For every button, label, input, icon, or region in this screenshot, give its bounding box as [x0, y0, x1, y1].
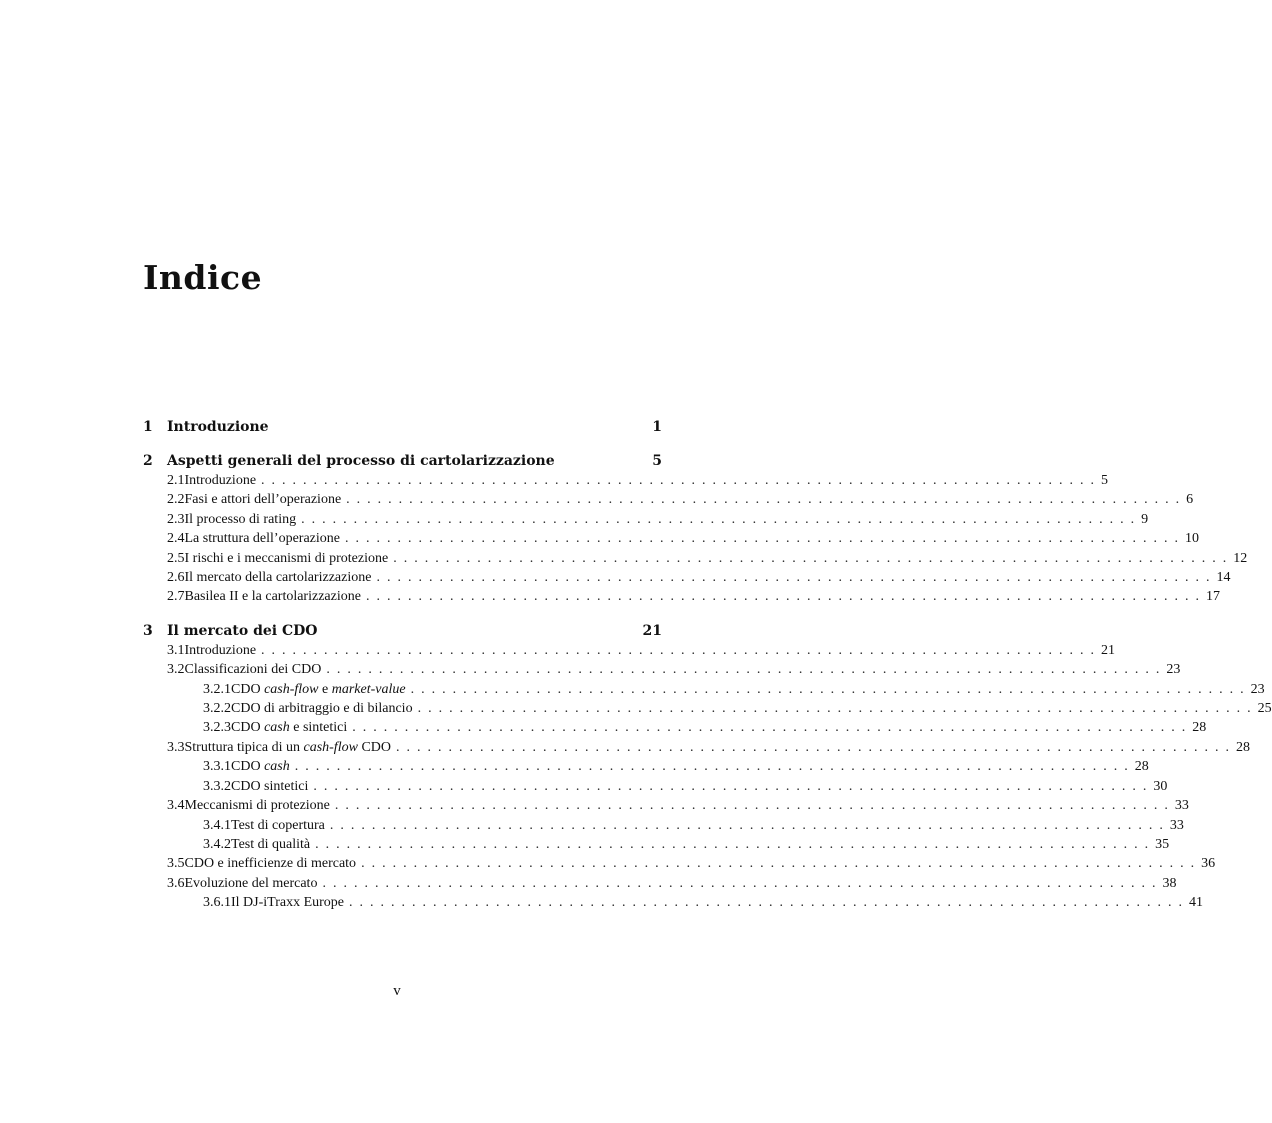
entry-page: 10 — [1184, 531, 1199, 547]
entry-page: 6 — [1186, 492, 1194, 508]
toc-subsection-entry[interactable] — [143, 757, 1149, 776]
entry-title — [231, 680, 1251, 699]
entry-title-text: Test di copertura — [231, 817, 325, 833]
entry-title-text: Classificazioni dei CDO — [184, 662, 322, 678]
dot-leader: ................................................................................ — [294, 759, 1135, 775]
chapter-page: 5 — [652, 453, 662, 469]
entry-title-text: Il mercato della cartolarizzazione — [184, 570, 372, 586]
dot-leader: ................................................................................ — [396, 739, 1236, 755]
entry-number: 3.6.1 — [203, 895, 231, 911]
page-number: v — [393, 983, 401, 999]
dot-leader: ................................................................................ — [322, 875, 1163, 891]
entry-title — [231, 699, 1258, 718]
entry-page: 28 — [1236, 739, 1250, 755]
entry-page: 35 — [1155, 836, 1170, 852]
chapter-page: 1 — [652, 419, 662, 435]
chapter-title: Introduzione — [167, 419, 269, 435]
toc-section-entry[interactable] — [143, 490, 1194, 509]
entry-page: 14 — [1216, 570, 1231, 586]
entry-number: 3.1 — [167, 642, 185, 658]
entry-number: 3.4.2 — [203, 836, 231, 852]
chapter-number: 3 — [143, 622, 153, 639]
dot-leader: ................................................................................ — [344, 531, 1185, 547]
entry-title-text: I rischi e i meccanismi di protezione — [184, 550, 389, 566]
table-of-contents — [143, 418, 1272, 913]
entry-title-text: CDO cash e sintetici — [231, 720, 348, 736]
entry-title — [185, 568, 1217, 587]
entry-number: 3.3 — [167, 739, 185, 755]
entry-page: 28 — [1192, 720, 1207, 736]
chapter-page: 21 — [642, 622, 662, 639]
dot-leader: ................................................................................ — [315, 836, 1156, 852]
entry-number: 3.5 — [167, 856, 185, 872]
toc-subsection-entry[interactable] — [143, 699, 1272, 718]
entry-number: 3.4 — [167, 798, 185, 814]
page-title: Indice — [143, 258, 263, 297]
entry-title-text: CDO cash — [231, 759, 290, 775]
entry-title — [185, 660, 1167, 679]
entry-title-italic: cash — [264, 759, 290, 775]
entry-title-text: CDO di arbitraggio e di bilancio — [231, 701, 413, 717]
entry-number: 2.6 — [167, 570, 185, 586]
toc-chapter-entry[interactable] — [143, 418, 662, 437]
toc-subsection-entry[interactable] — [143, 835, 1170, 854]
entry-title — [231, 777, 1153, 796]
entry-number: 3.2.1 — [203, 681, 231, 697]
entry-title — [231, 718, 1192, 737]
entry-page: 23 — [1166, 662, 1181, 678]
entry-number: 3.3.2 — [203, 778, 231, 794]
chapter-number: 2 — [143, 453, 153, 469]
entry-page: 33 — [1174, 798, 1189, 814]
entry-number: 2.4 — [167, 531, 185, 547]
dot-leader: ................................................................................ — [329, 817, 1170, 833]
entry-title — [185, 874, 1163, 893]
entry-title-text: Test di qualità — [231, 836, 311, 852]
toc-section-entry[interactable] — [143, 660, 1181, 679]
toc-section-entry[interactable] — [143, 641, 1116, 660]
entry-title-text: Basilea II e la cartolarizzazione — [184, 589, 361, 605]
entry-title-text: Il DJ-iTraxx Europe — [231, 895, 345, 911]
toc-subsection-entry[interactable] — [143, 893, 1204, 912]
dot-leader: ................................................................................ — [349, 895, 1190, 911]
entry-number: 3.4.1 — [203, 817, 231, 833]
entry-page: 38 — [1162, 875, 1177, 891]
toc-section-entry[interactable] — [143, 854, 1216, 873]
entry-title — [231, 816, 1170, 835]
dot-leader: ................................................................................ — [361, 856, 1202, 872]
entry-page: 28 — [1134, 759, 1149, 775]
entry-title — [231, 835, 1155, 854]
entry-title — [185, 471, 1102, 490]
entry-title-italic: cash-flow — [264, 681, 319, 697]
entry-title — [185, 587, 1206, 606]
entry-title — [185, 796, 1175, 815]
entry-title-text: Struttura tipica di un cash-flow CDO — [184, 739, 391, 755]
toc-section-entry[interactable] — [143, 568, 1231, 587]
toc-subsection-entry[interactable] — [143, 718, 1207, 737]
entry-title — [185, 490, 1187, 509]
entry-title-text: CDO cash-flow e market-value — [231, 681, 406, 697]
dot-leader: ................................................................................ — [261, 473, 1102, 488]
toc-subsection-entry[interactable] — [143, 680, 1265, 699]
toc-section-entry[interactable] — [143, 549, 1248, 568]
entry-number: 2.2 — [167, 492, 185, 508]
entry-page: 5 — [1101, 473, 1109, 488]
entry-title-italic: market-value — [331, 681, 406, 697]
toc-chapter-entry[interactable] — [143, 452, 662, 471]
entry-title — [185, 641, 1102, 660]
toc-section-entry[interactable] — [143, 471, 1109, 490]
dot-leader: ................................................................................ — [393, 550, 1234, 566]
entry-title — [231, 893, 1189, 912]
entry-page: 36 — [1201, 856, 1216, 872]
entry-title — [185, 510, 1142, 529]
entry-page: 25 — [1257, 701, 1272, 717]
entry-title-italic: cash-flow — [303, 739, 358, 755]
toc-section-entry[interactable] — [143, 510, 1149, 529]
toc-subsection-entry[interactable] — [143, 777, 1168, 796]
toc-section-entry[interactable] — [143, 587, 1220, 606]
dot-leader: ................................................................................ — [365, 589, 1206, 605]
chapter-title: Il mercato dei CDO — [167, 622, 318, 639]
entry-title — [185, 854, 1202, 873]
entry-title — [185, 549, 1234, 568]
dot-leader: ................................................................................ — [301, 511, 1142, 527]
dot-leader: ................................................................................ — [410, 681, 1251, 697]
entry-page: 12 — [1233, 550, 1248, 566]
entry-page: 41 — [1189, 895, 1204, 911]
toc-section-entry[interactable] — [143, 874, 1177, 893]
entry-title-text: Meccanismi di protezione — [184, 798, 330, 814]
entry-title-text: Fasi e attori dell’operazione — [184, 492, 342, 508]
entry-title-text: Evoluzione del mercato — [184, 875, 318, 891]
dot-leader: ................................................................................ — [376, 570, 1217, 586]
entry-page: 17 — [1205, 589, 1220, 605]
toc-section-entry[interactable] — [143, 738, 1250, 757]
dot-leader: ................................................................................ — [352, 720, 1193, 736]
chapter-title: Aspetti generali del processo di cartolarizzazione — [167, 453, 555, 469]
entry-number: 2.1 — [167, 473, 185, 488]
entry-title-text: CDO e inefficienze di mercato — [184, 856, 357, 872]
entry-title-text: Introduzione — [184, 642, 257, 658]
entry-number: 3.2 — [167, 662, 185, 678]
dot-leader: ................................................................................ — [334, 798, 1175, 814]
entry-number: 2.7 — [167, 589, 185, 605]
entry-title — [185, 738, 1237, 757]
entry-page: 21 — [1101, 642, 1116, 658]
entry-title-text: CDO sintetici — [231, 778, 309, 794]
entry-page: 30 — [1153, 778, 1168, 794]
entry-title-text: La struttura dell’operazione — [184, 531, 340, 547]
entry-number: 3.3.1 — [203, 759, 231, 775]
entry-number: 2.5 — [167, 550, 185, 566]
chapter-number: 1 — [143, 419, 153, 435]
entry-title-text: Il processo di rating — [184, 511, 297, 527]
entry-number: 3.2.2 — [203, 701, 231, 717]
dot-leader: ................................................................................ — [417, 701, 1258, 717]
dot-leader: ................................................................................ — [346, 492, 1187, 508]
entry-title-italic: cash — [264, 720, 290, 736]
entry-title — [231, 757, 1135, 776]
dot-leader: ................................................................................ — [326, 662, 1167, 678]
entry-page: 9 — [1141, 511, 1149, 527]
entry-number: 3.6 — [167, 875, 185, 891]
toc-section-entry[interactable] — [143, 529, 1199, 548]
entry-title — [185, 529, 1185, 548]
dot-leader: ................................................................................ — [261, 642, 1102, 658]
toc-section-entry[interactable] — [143, 796, 1189, 815]
toc-subsection-entry[interactable] — [143, 816, 1184, 835]
entry-title-text: Introduzione — [184, 473, 257, 488]
entry-number: 2.3 — [167, 511, 185, 527]
dot-leader: ................................................................................ — [313, 778, 1154, 794]
entry-number: 3.2.3 — [203, 720, 231, 736]
toc-chapter-entry[interactable] — [143, 622, 662, 641]
entry-page: 33 — [1169, 817, 1184, 833]
entry-page: 23 — [1250, 681, 1265, 697]
